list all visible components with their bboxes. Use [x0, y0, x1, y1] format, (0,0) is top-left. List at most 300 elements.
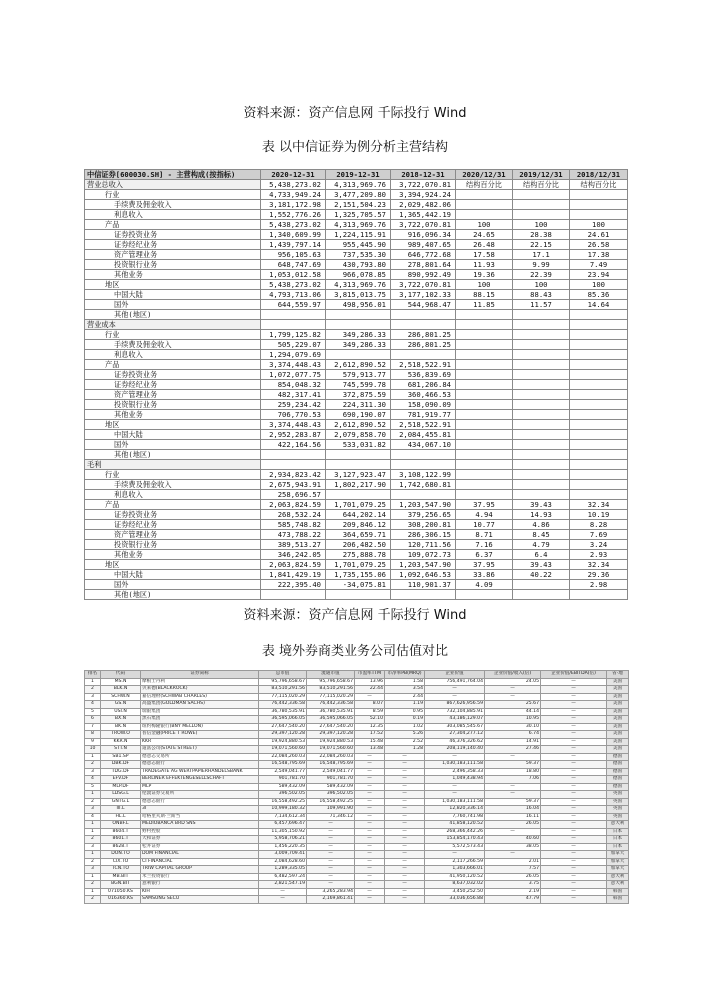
table-cell	[456, 210, 513, 220]
table-cell: —	[541, 858, 607, 866]
row-label: 其他业务	[85, 410, 261, 420]
table-cell: 19,071,560.60	[307, 746, 355, 754]
table-cell: STT.N	[101, 746, 141, 754]
table-cell: 2,117,266.59	[425, 858, 485, 866]
table-row	[85, 858, 629, 866]
table-cell: 1,841,429.19	[261, 570, 326, 580]
table-cell: 1.58	[385, 678, 425, 686]
table-cell: 3,722,070.81	[391, 180, 456, 190]
table-cell: 3,477,209.80	[326, 190, 391, 200]
table-cell: 153,854,170.43	[425, 836, 485, 844]
table-cell: 286,801.25	[391, 340, 456, 350]
table-cell: —	[485, 686, 541, 694]
row-label: 证券经纪业务	[85, 520, 261, 530]
table-cell: 哈格里夫斯·兰斯当	[141, 813, 259, 821]
table-cell: 1,030,183,111.58	[425, 798, 485, 806]
table-cell: —	[485, 851, 541, 859]
table-cell: 27,304,277.12	[425, 731, 485, 739]
column-header: 企业价值/EBITDA(倍)	[541, 671, 607, 679]
table-cell: 681,206.84	[391, 380, 456, 390]
table-cell: 505,229.07	[261, 340, 326, 350]
table-cell	[513, 190, 570, 200]
table-cell: 9.99	[513, 260, 570, 270]
table-cell: 100	[456, 220, 513, 230]
table-cell: —	[385, 836, 425, 844]
table-cell: —	[541, 873, 607, 881]
table-header-row	[85, 671, 629, 679]
table-cell: —	[385, 753, 425, 761]
table-cell: BX.N	[101, 716, 141, 724]
column-header: 2018-12-31	[391, 170, 456, 180]
table-cell: 36,780,535.91	[307, 708, 355, 716]
table-cell: —	[485, 693, 541, 701]
table-cell: 日本	[607, 836, 629, 844]
table-cell	[570, 330, 628, 340]
column-header: 2018/12/31	[570, 170, 628, 180]
table-cell: 德意志交易所	[141, 753, 259, 761]
table-cell: 14.93	[513, 510, 570, 520]
table-row	[85, 843, 629, 851]
table-row	[85, 813, 629, 821]
table-cell	[261, 320, 326, 330]
table-cell: 1,053,012.58	[261, 270, 326, 280]
table-cell: 27,647,540.20	[259, 723, 307, 731]
table-cell: 349,286.33	[326, 340, 391, 350]
table-cell	[456, 480, 513, 490]
table-cell	[513, 380, 570, 390]
row-label: 其他(地区)	[85, 590, 261, 600]
table-cell: 39.43	[513, 500, 570, 510]
table-cell: —	[355, 858, 385, 866]
table-cell: —	[385, 813, 425, 821]
table-cell: 22,084,260.03	[259, 753, 307, 761]
table-row	[85, 761, 629, 769]
table-cell: 1,799,125.82	[261, 330, 326, 340]
table-cell: 646,772.68	[391, 250, 456, 260]
row-label: 行业	[85, 190, 261, 200]
table-cell: 259,234.42	[261, 400, 326, 410]
table-row	[85, 540, 628, 550]
row-label: 证券投资业务	[85, 230, 261, 240]
table-cell: 2.44	[385, 693, 425, 701]
table-cell: —	[541, 896, 607, 904]
table-cell: —	[385, 791, 425, 799]
table-cell: 1	[85, 888, 101, 896]
row-label: 地区	[85, 560, 261, 570]
row-label: 利息收入	[85, 350, 261, 360]
table-cell: 1,294,079.69	[261, 350, 326, 360]
table-cell: —	[541, 746, 607, 754]
table-cell: 24.05	[485, 678, 541, 686]
table-cell: 890,992.49	[391, 270, 456, 280]
table-cell: 88.43	[513, 290, 570, 300]
table-row	[85, 280, 628, 290]
table-cell: —	[425, 791, 485, 799]
table-cell: 916,096.34	[391, 230, 456, 240]
table-cell: 英国	[607, 806, 629, 814]
table-cell: 伦敦证券交易所	[141, 791, 259, 799]
table-cell: 7,134,612.34	[259, 813, 307, 821]
table-cell: —	[307, 851, 355, 859]
table-cell	[456, 470, 513, 480]
table-cell: 1	[85, 678, 101, 686]
valuation-comparison-table	[84, 670, 628, 904]
table-cell: 2	[85, 836, 101, 844]
table-cell	[570, 320, 628, 330]
table-row	[85, 370, 628, 380]
table-row	[85, 828, 629, 836]
table-row	[85, 851, 629, 859]
row-label: 资产管理业务	[85, 390, 261, 400]
table-cell: 6.4	[513, 550, 570, 560]
table-cell: 16,548,795.69	[307, 761, 355, 769]
table-cell: 100	[513, 280, 570, 290]
table-cell: 346,242.05	[261, 550, 326, 560]
table-cell: —	[541, 881, 607, 889]
table-cell: 901,781.70	[307, 776, 355, 784]
table-cell: 16.11	[485, 813, 541, 821]
table-cell: 4.79	[513, 540, 570, 550]
table-cell	[391, 450, 456, 460]
column-header: 2020/12/31	[456, 170, 513, 180]
table-cell: —	[355, 821, 385, 829]
table-cell: USI.N	[101, 708, 141, 716]
table-cell: 222,395.40	[261, 580, 326, 590]
row-label: 投资银行业务	[85, 260, 261, 270]
row-label: 营业成本	[85, 320, 261, 330]
table-cell: 2,151,504.23	[326, 200, 391, 210]
table-cell: 7.69	[570, 530, 628, 540]
table-cell: 6	[85, 716, 101, 724]
table-row	[85, 260, 628, 270]
table-cell: 结构百分比	[570, 180, 628, 190]
table-cell	[570, 410, 628, 420]
table-cell: 加拿大	[607, 851, 629, 859]
table-cell: 高盛集团(GOLDMAN SACHS)	[141, 701, 259, 709]
table-cell: 纽约梅隆银行(BNY MELLON)	[141, 723, 259, 731]
table-cell: 854,048.32	[261, 380, 326, 390]
table-cell: 3	[85, 806, 101, 814]
table-cell: 11.93	[456, 260, 513, 270]
table-cell: III.L	[101, 806, 141, 814]
table-cell: —	[541, 783, 607, 791]
table-cell	[456, 310, 513, 320]
table-cell	[326, 490, 391, 500]
table-cell: 76,442,336.58	[307, 701, 355, 709]
table-cell: 224,311.30	[326, 400, 391, 410]
row-label: 中国大陆	[85, 430, 261, 440]
table-cell: 3	[85, 693, 101, 701]
table-row	[85, 510, 628, 520]
table-cell: SCHW.N	[101, 693, 141, 701]
table-cell	[261, 460, 326, 470]
table-cell: 瑞银集团	[141, 708, 259, 716]
table-cell: —	[541, 888, 607, 896]
table-cell: —	[355, 843, 385, 851]
table-cell: 1,701,079.25	[326, 500, 391, 510]
table-row	[85, 881, 629, 889]
table-cell: 美国	[607, 708, 629, 716]
table-cell: 4	[85, 701, 101, 709]
table-cell: 59.37	[485, 798, 541, 806]
row-label: 利息收入	[85, 490, 261, 500]
table-row	[85, 791, 629, 799]
table-row	[85, 290, 628, 300]
table-cell: 533,031.82	[326, 440, 391, 450]
table-cell: 32.34	[570, 500, 628, 510]
table-cell: 2,952,283.87	[261, 430, 326, 440]
table-cell: 3	[85, 866, 101, 874]
table-row	[85, 580, 628, 590]
table-cell: 3,374,448.43	[261, 420, 326, 430]
table-cell: —	[307, 836, 355, 844]
table-cell: —	[541, 761, 607, 769]
table-cell: 意大利	[607, 881, 629, 889]
table-cell: 17.38	[570, 250, 628, 260]
table-cell: 4	[85, 813, 101, 821]
table-cell	[570, 440, 628, 450]
table-cell: 4,733,949.24	[261, 190, 326, 200]
table-cell	[570, 390, 628, 400]
table-cell: —	[355, 776, 385, 784]
table-cell: —	[355, 896, 385, 904]
table-cell: 39.43	[513, 560, 570, 570]
table-row	[85, 500, 628, 510]
column-header: 2019-12-31	[326, 170, 391, 180]
table-cell: 16,558,492.25	[307, 798, 355, 806]
table-cell: —	[385, 761, 425, 769]
table-cell	[513, 200, 570, 210]
table-cell: 普信金融(PRICE T ROWE)	[141, 731, 259, 739]
table-cell: 8.07	[355, 701, 385, 709]
table-cell: 1,303,666.01	[425, 866, 485, 874]
table-cell	[570, 340, 628, 350]
table-cell: —	[541, 738, 607, 746]
table-cell: 意利银行	[141, 881, 259, 889]
table-cell: 1,289,335.05	[259, 866, 307, 874]
table-cell: 1.28	[385, 746, 425, 754]
table-cell: BK.N	[101, 723, 141, 731]
table-cell: —	[355, 798, 385, 806]
table-cell: 4.94	[456, 510, 513, 520]
row-label: 国外	[85, 440, 261, 450]
table-cell: 33,036,656.88	[425, 896, 485, 904]
table-cell: 286,801.25	[391, 330, 456, 340]
table-row	[85, 888, 629, 896]
table-row	[85, 686, 629, 694]
table-cell	[456, 190, 513, 200]
row-label: 证券投资业务	[85, 510, 261, 520]
table-cell: 意大利	[607, 821, 629, 829]
table-cell: —	[355, 761, 385, 769]
table-row	[85, 776, 629, 784]
row-label: 手续费及佣金收入	[85, 480, 261, 490]
table-cell: 52.10	[355, 716, 385, 724]
source-caption-2: 资料来源：资产信息网 千际投行 Wind	[243, 608, 467, 623]
table-cell: LDSG.L	[101, 791, 141, 799]
table-cell: 英国	[607, 813, 629, 821]
row-label: 资产管理业务	[85, 530, 261, 540]
table-cell	[513, 460, 570, 470]
column-header: 2020-12-31	[261, 170, 326, 180]
table-cell	[570, 490, 628, 500]
table-cell	[570, 590, 628, 600]
table-cell: 27.46	[485, 746, 541, 754]
source-caption-1: 资料来源：资产信息网 千际投行 Wind	[243, 106, 467, 121]
table-cell: 268,532.24	[261, 510, 326, 520]
table-cell	[456, 200, 513, 210]
row-label: 中国大陆	[85, 570, 261, 580]
table-cell: 17.58	[456, 250, 513, 260]
table-cell: 77,115,020.29	[307, 693, 355, 701]
table-cell: 100	[513, 220, 570, 230]
table-cell: 2	[85, 858, 101, 866]
table-cell: 2,612,890.52	[326, 420, 391, 430]
table-cell: -34,075.81	[326, 580, 391, 590]
table-cell: 1,340,609.99	[261, 230, 326, 240]
table-cell: 966,078.85	[326, 270, 391, 280]
table-cell: 德国	[607, 776, 629, 784]
table-cell: EFV.DF	[101, 776, 141, 784]
table-cell: 7.49	[570, 260, 628, 270]
table-cell: 2.19	[485, 888, 541, 896]
table-cell: 美国	[607, 738, 629, 746]
table-cell: —	[541, 678, 607, 686]
table-cell: 27,647,540.20	[307, 723, 355, 731]
table-cell	[326, 590, 391, 600]
table-cell: 3.54	[385, 686, 425, 694]
row-label: 投资银行业务	[85, 540, 261, 550]
table-cell: —	[259, 896, 307, 904]
table-cell: 8604.T	[101, 828, 141, 836]
table-cell: 16,548,795.69	[259, 761, 307, 769]
table-cell	[391, 350, 456, 360]
table-cell: BERLINER EFFEKTENGESELLSCHAFT	[141, 776, 259, 784]
table-cell: —	[541, 836, 607, 844]
table-row	[85, 430, 628, 440]
table-row	[85, 731, 629, 739]
table-cell: 644,202.14	[326, 510, 391, 520]
table-cell: 贝莱德(BLACKROCK)	[141, 686, 259, 694]
table-cell: 22.39	[513, 270, 570, 280]
table-cell: —	[307, 881, 355, 889]
table-cell: —	[259, 888, 307, 896]
row-label: 证券投资业务	[85, 370, 261, 380]
table-cell: 26.05	[485, 873, 541, 881]
table-row	[85, 693, 629, 701]
table-row	[85, 220, 628, 230]
table-cell: —	[307, 873, 355, 881]
table-cell	[513, 340, 570, 350]
column-header: 企业价值	[425, 671, 485, 679]
table-cell: —	[355, 851, 385, 859]
table-cell: —	[355, 873, 385, 881]
table-cell: —	[425, 851, 485, 859]
table-row	[85, 300, 628, 310]
table-cell: DON.TO	[101, 851, 141, 859]
table-cell: —	[355, 888, 385, 896]
table-row	[85, 821, 629, 829]
table-cell: 10.95	[485, 716, 541, 724]
table-cell: GS.N	[101, 701, 141, 709]
table-cell: 德国	[607, 768, 629, 776]
table-cell: —	[541, 768, 607, 776]
table-cell: 379,256.65	[391, 510, 456, 520]
table-cell: 加拿大	[607, 858, 629, 866]
table-cell: 9	[85, 738, 101, 746]
table-cell: —	[355, 881, 385, 889]
table-cell: 4	[85, 776, 101, 784]
table-cell: 110,901.37	[391, 580, 456, 590]
table-cell	[513, 440, 570, 450]
table-row	[85, 250, 628, 260]
table-cell	[456, 460, 513, 470]
table-cell: —	[385, 828, 425, 836]
table-cell: 韩国	[607, 896, 629, 904]
table-cell: 3,722,070.81	[391, 280, 456, 290]
table-cell: 41,858,120.52	[425, 821, 485, 829]
table-cell: 1,742,680.81	[391, 480, 456, 490]
table-cell: 1,552,776.26	[261, 210, 326, 220]
table-cell: 33.86	[456, 570, 513, 580]
table-cell: 644,559.97	[261, 300, 326, 310]
table-cell: SB1.SP	[101, 753, 141, 761]
table-cell: 4,313,969.76	[326, 180, 391, 190]
table-cell: —	[485, 753, 541, 761]
table-cell	[456, 410, 513, 420]
table-cell	[513, 330, 570, 340]
row-label: 证券经纪业务	[85, 240, 261, 250]
table-cell: MLP	[141, 783, 259, 791]
table-cell: 585,748.82	[261, 520, 326, 530]
table-cell: 589,432.09	[259, 783, 307, 791]
table-cell: 大和证券	[141, 836, 259, 844]
table-cell: 955,445.90	[326, 240, 391, 250]
table-cell: 3,181,172.98	[261, 200, 326, 210]
table-cell: 17.1	[513, 250, 570, 260]
table-cell: MS.N	[101, 678, 141, 686]
table-cell: 1.02	[385, 723, 425, 731]
table-cell: 648,747.69	[261, 260, 326, 270]
table-cell: 22.15	[513, 240, 570, 250]
table-cell: 3	[85, 843, 101, 851]
table-cell: HL.L	[101, 813, 141, 821]
table-cell: 579,913.77	[326, 370, 391, 380]
table-cell: 美国	[607, 716, 629, 724]
table-cell: 1	[85, 821, 101, 829]
table-cell: —	[385, 783, 425, 791]
table-row	[85, 230, 628, 240]
table-row	[85, 738, 629, 746]
table-cell	[513, 430, 570, 440]
table-cell: 30.10	[485, 723, 541, 731]
table-cell: 12,820,336.14	[425, 806, 485, 814]
table-cell: —	[541, 806, 607, 814]
row-label: 资产管理业务	[85, 250, 261, 260]
table-cell	[570, 370, 628, 380]
table-cell: 美国	[607, 686, 629, 694]
table-cell: 2	[85, 881, 101, 889]
table-cell: 10.77	[456, 520, 513, 530]
table-cell: 498,956.01	[326, 300, 391, 310]
table-cell: 3,108,122.99	[391, 470, 456, 480]
table-cell	[456, 590, 513, 600]
table-cell	[513, 410, 570, 420]
row-label: 产品	[85, 220, 261, 230]
table-cell: 2,063,824.59	[261, 500, 326, 510]
row-label: 产品	[85, 360, 261, 370]
table-row	[85, 330, 628, 340]
